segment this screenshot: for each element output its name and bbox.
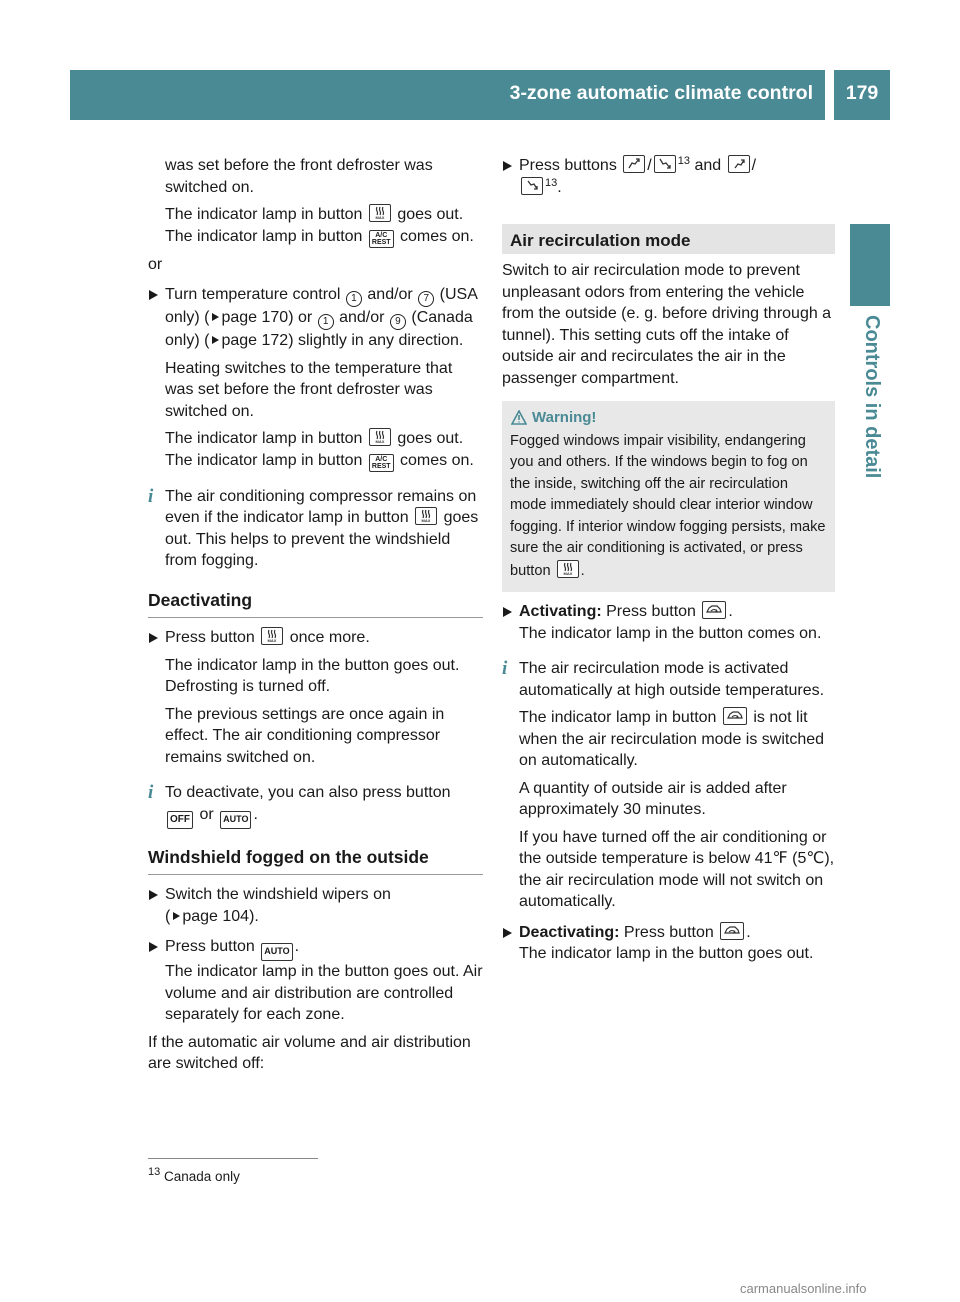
section-heading-recirculation: Air recirculation mode: [502, 224, 835, 254]
section-heading-deactivating: Deactivating: [148, 590, 483, 619]
svg-text:MAX: MAX: [421, 518, 431, 522]
auto-icon: AUTO: [261, 943, 292, 961]
step-turn-temperature: Turn temperature control 1 and/or 7 (USA only) ( page 170) or 1 and/or 9 (Canada only) ( page 172) slightly in any direction. Heating switches to the temperature that was set before the front defroster was switched on. The indicator lamp in button MAX goes out. The indicator lamp in button A/C REST comes on.: [165, 286, 478, 470]
step-activating: Activating: Press button . The indicator lamp in the button comes on.: [519, 603, 822, 642]
footnote-rule: [148, 1158, 318, 1159]
section-title: 3-zone automatic climate control: [509, 82, 813, 104]
warning-triangle-icon: [511, 410, 527, 425]
step-deactivating: Deactivating: Press button . The indicator lamp in the button goes out.: [519, 923, 814, 962]
ac-rest-icon: A/C REST: [369, 230, 394, 248]
page-ref-icon: [212, 336, 219, 344]
control-7-icon: 7: [418, 291, 434, 307]
max-defrost-icon: [369, 428, 391, 446]
page-number: 179: [845, 82, 879, 104]
ac-rest-icon: A/C REST: [369, 454, 394, 472]
air-distribution-down-right-icon: [521, 177, 543, 195]
paragraph: If the automatic air volume and air distribution are switched off:: [148, 1033, 471, 1072]
control-1-icon: 1: [318, 314, 334, 330]
page-ref-icon: [212, 313, 219, 321]
paragraph: The indicator lamp in button A/C REST comes on.: [165, 227, 474, 246]
svg-text:MAX: MAX: [375, 215, 385, 219]
watermark-text: carmanualsonline.info: [740, 1281, 867, 1296]
info-icon: i: [148, 782, 154, 803]
paragraph: The indicator lamp in button MAX goes out.: [165, 206, 464, 223]
max-defrost-icon: [415, 507, 437, 525]
auto-icon: AUTO: [220, 811, 251, 829]
svg-text:MAX: MAX: [375, 439, 385, 443]
section-heading-windshield-outside: Windshield fogged on the outside: [148, 847, 483, 876]
info-note: i The air conditioning compressor remains on even if the indicator lamp in button MAX goes out. This helps to prevent the windshield from fogging.: [148, 485, 479, 569]
left-column: [148, 155, 483, 1075]
page-number-box: [834, 70, 890, 120]
max-defrost-icon: [369, 204, 391, 222]
step-press-auto: Press button AUTO . The indicator lamp in the button goes out. Air volume and air distribution are controlled separately for each zone.: [165, 938, 483, 1023]
info-icon: i: [502, 658, 508, 679]
recirculation-icon: [702, 601, 726, 619]
header-bar: [70, 70, 825, 120]
paragraph: Switch to air recirculation mode to prevent unpleasant odors from entering the vehicle from the outside (e. g. before driving through a tunnel). This setting cuts off the intake of outside air and recirculates the air in the passenger compartment.: [502, 262, 832, 387]
control-9-icon: 9: [390, 314, 406, 330]
right-column: [502, 155, 835, 965]
max-defrost-icon: [261, 627, 283, 645]
air-distribution-up-right-icon: [728, 155, 750, 173]
info-note: i To deactivate, you can also press button OFF or AUTO .: [148, 782, 483, 829]
recirculation-icon: [720, 922, 744, 940]
air-distribution-up-icon: [623, 155, 645, 173]
step-press-distribution-buttons: Press buttons / $^{13}$ and / $^{13}$.: [519, 155, 757, 196]
recirculation-icon: [723, 707, 747, 725]
footnote: $^{13}$ Canada only: [148, 1166, 240, 1184]
step-switch-wipers: Switch the windshield wipers on ( page 104).: [165, 886, 391, 925]
control-1-icon: 1: [346, 291, 362, 307]
off-icon: OFF: [167, 811, 193, 829]
or-text: or: [148, 255, 163, 273]
svg-text:MAX: MAX: [267, 638, 277, 642]
max-defrost-icon: [557, 560, 579, 578]
step-press-max-again: Press button MAX once more. The indicator lamp in the button goes out. Defrosting is turned off. The previous settings are once again in effect. The air conditioning compressor remains switched on.: [165, 629, 460, 766]
side-section-label: Controls in detail: [861, 315, 883, 479]
air-distribution-down-icon: [654, 155, 676, 173]
paragraph: was set before the front defroster was switched on.: [165, 157, 433, 196]
warning-box: Warning! Fogged windows impair visibility, endangering you and others. If the windows begin to fog on the inside, switching off the air recirculation mode immediately should clear interior window fogging. If interior window fogging persists, make sure the air conditioning is activated, or press button MAX .: [502, 401, 835, 592]
page-ref-icon: [173, 912, 180, 920]
side-tab: [850, 224, 890, 306]
info-icon: i: [148, 485, 154, 507]
svg-text:MAX: MAX: [563, 570, 573, 575]
info-note: i The air recirculation mode is activated automatically at high outside temperatures. The indicator lamp in button is not lit when the air recirculation mode is switched on automatically. A quantity of outside air is added after approximately 30 minutes. If you have turned off the air conditioning or the outside temperature is below 41℉ (5℃), the air recirculation mode will not switch on automatically.: [502, 658, 835, 910]
